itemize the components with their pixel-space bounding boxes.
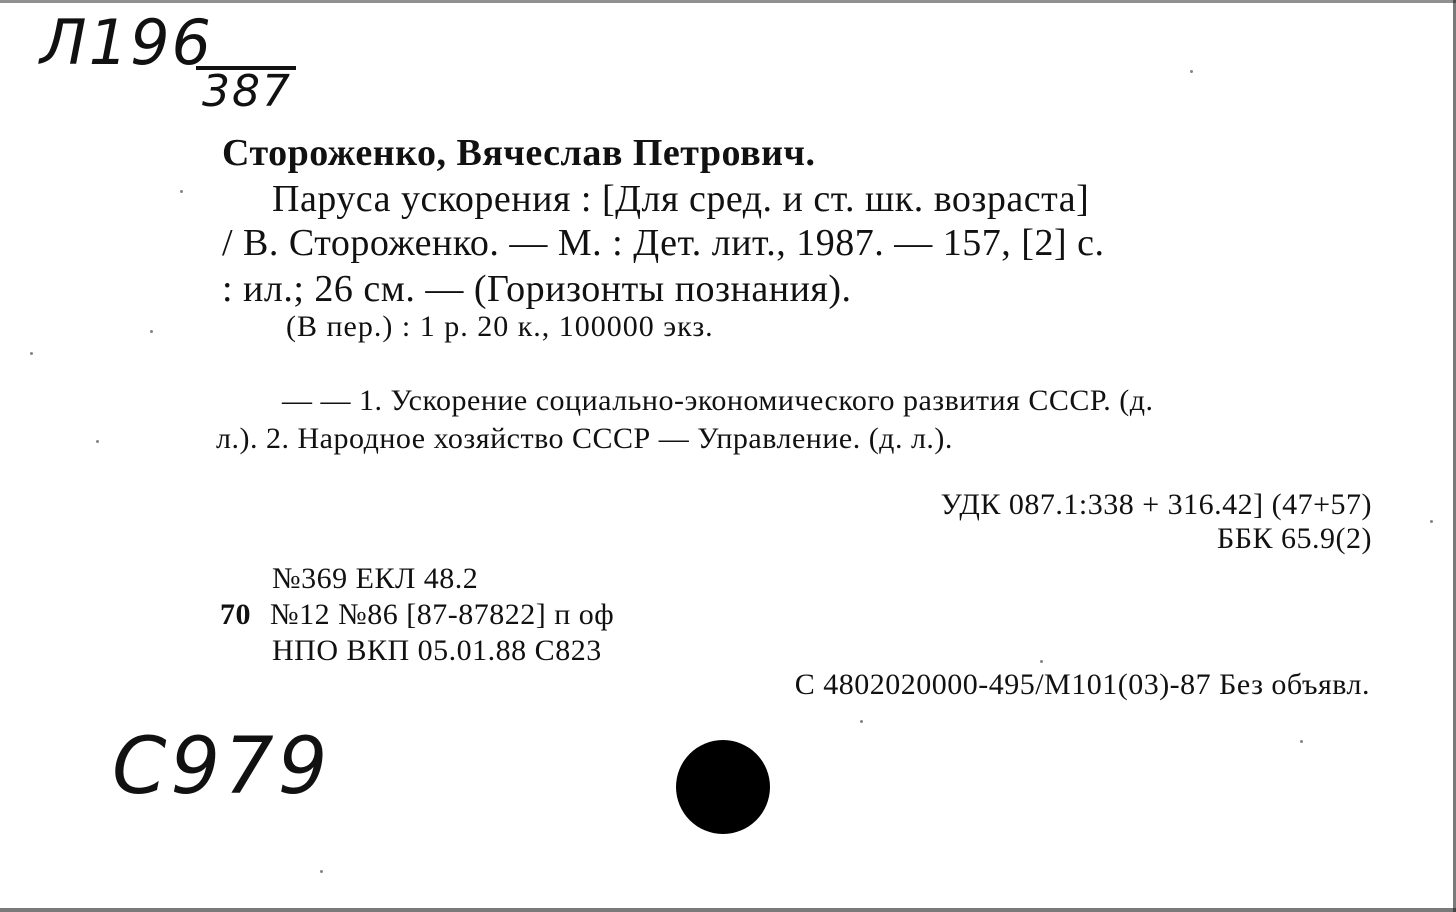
card-top-edge xyxy=(0,0,1456,3)
card-bottom-edge xyxy=(0,908,1456,912)
speckle xyxy=(30,352,33,355)
shelf-mark-secondary: 387 xyxy=(196,66,296,114)
subject-line-2: л.). 2. Народное хозяйство СССР — Управление. (д. л.). xyxy=(216,422,953,455)
title-line-1: Паруса ускорения : [Для сред. и ст. шк. возраста] xyxy=(272,178,1090,220)
speckle xyxy=(1190,70,1193,73)
speckle xyxy=(1300,740,1303,743)
speckle xyxy=(1040,660,1043,663)
speckle xyxy=(320,870,323,873)
speckle xyxy=(150,330,153,333)
speckle xyxy=(860,720,863,723)
bbk-index: ББК 65.9(2) xyxy=(1217,522,1372,555)
punch-hole xyxy=(676,740,770,834)
print-info-line-2: №12 №86 [87-87822] п оф xyxy=(270,598,615,631)
print-info-line-4: С 4802020000-495/М101(03)-87 Без объявл. xyxy=(794,668,1370,701)
speckle xyxy=(96,440,99,443)
shelf-mark-primary: Л196 xyxy=(40,6,213,79)
author-heading: Стороженко, Вячеслав Петрович. xyxy=(222,132,816,174)
print-info-line-3: НПО ВКП 05.01.88 С823 xyxy=(272,634,602,667)
speckle xyxy=(1430,520,1433,523)
price-line: (В пер.) : 1 р. 20 к., 100000 экз. xyxy=(286,310,714,343)
handwritten-code: С979 xyxy=(112,722,332,812)
print-info-line-1: №369 ЕКЛ 48.2 xyxy=(272,562,479,595)
subject-line-1: — — 1. Ускорение социально-экономического развития СССР. (д. xyxy=(282,384,1154,417)
print-info-number: 70 xyxy=(220,598,251,631)
udk-index: УДК 087.1:338 + 316.42] (47+57) xyxy=(940,488,1372,521)
title-line-2: / В. Стороженко. — М. : Дет. лит., 1987. — 157, [2] с. xyxy=(222,222,1105,264)
title-line-3: : ил.; 26 см. — (Горизонты познания). xyxy=(222,268,852,310)
speckle xyxy=(180,190,183,193)
